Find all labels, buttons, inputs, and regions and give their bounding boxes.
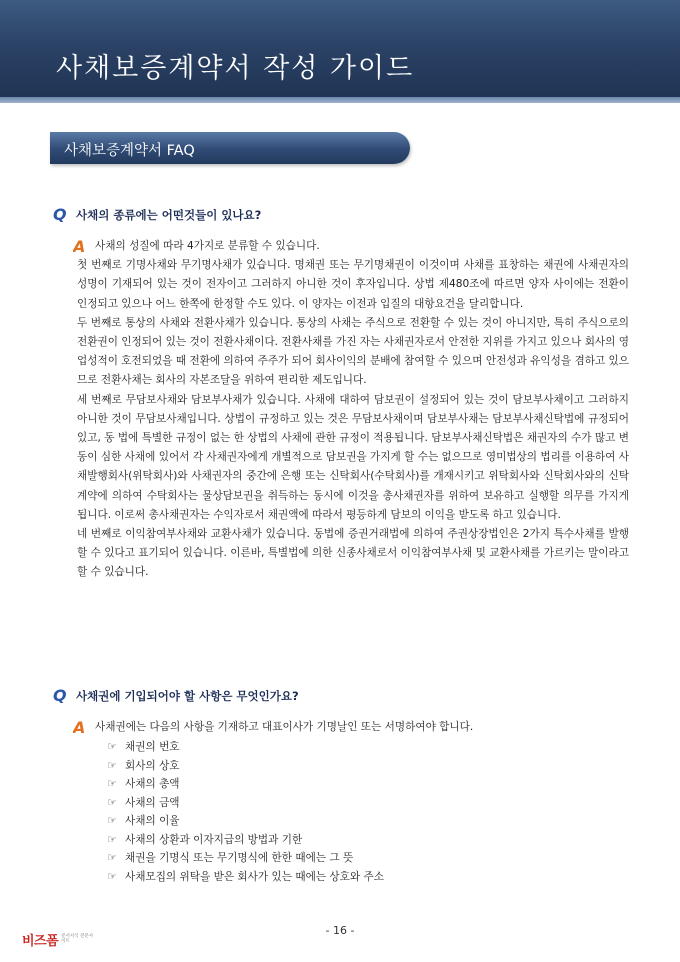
pointing-hand-icon: ☞ xyxy=(107,869,117,883)
pointing-hand-icon: ☞ xyxy=(107,814,117,827)
logo-wordmark: 비즈폼 xyxy=(22,933,59,949)
required-items-list xyxy=(107,738,384,886)
pointing-hand-icon: ☞ xyxy=(107,851,117,864)
answer-1-paragraph: 두 번째로 통상의 사채와 전환사채가 있습니다. 통상의 사채는 주식으로 전환할 수 있는 것이 아니지만, 특히 주식으로의 전환권이 인정되어 있는 것이 전환사채이다. 전환사채를 가진 자는 사채권자로서 안전한 지위를 가지고 있으나 회사의 영업성적이 호전되었을 때 전환에 의하여 주주가 되어 회사이익의 분배에 참여할 수 있으며 안전성과 유익성을 겸하고 있으므로 전환사채는 회사의 자본조달을 위하여 편리한 제도입니다. xyxy=(77,316,629,387)
pointing-hand-icon: ☞ xyxy=(107,832,117,846)
answer-2 xyxy=(77,718,629,737)
list-item: ☞ 사채모집의 위탁을 받은 회사가 있는 때에는 상호와 주소 xyxy=(107,868,384,887)
list-item: ☞ 사채의 총액 xyxy=(107,775,384,794)
pointing-hand-icon: ☞ xyxy=(107,795,117,809)
list-item: ☞ 회사의 상호 xyxy=(107,757,384,776)
list-item: ☞ 사채의 상환과 이자지급의 방법과 기한 xyxy=(107,831,384,850)
answer-1-paragraph: 세 번째로 무담보사채와 담보부사채가 있습니다. 사채에 대하여 담보권이 설정되어 있는 것이 담보부사채이고 그러하지 아니한 것이 무담보사채입니다. 상법이 규정하고 있는 것은 무담보사채이며 담보부사채는 담보부사채신탁법에 규정되어 있고, 동 법에 특별한 규정이 없는 한 상법의 사채에 관한 규정이 적용됩니다. 담보부사채신탁법은 채권자의 수가 많고 변동이 심한 사채에 있어서 각 사채권자에게 개별적으로 담보권을 가지게 할 수는 없으므로 영미법상의 법리를 이용하여 사채발행회사(위탁회사)와 사채권자의 중간에 은행 또는 신탁회사(수탁회사)를 개재시키고 위탁회사와 신탁회사와의 신탁계약에 의하여 수탁회사는 물상담보권을 취득하는 동시에 이것을 총사채권자를 위하여 보유하고 실행할 의무를 가지게 됩니다. 이로써 총사채권자는 수익자로서 채권액에 따라서 평등하게 담보의 이익을 받도록 하고 있습니다. xyxy=(77,393,629,521)
list-item: ☞ 사채의 금액 xyxy=(107,794,384,813)
list-item: ☞ 채권의 번호 xyxy=(107,738,384,757)
section-banner xyxy=(50,132,410,164)
answer-1-paragraph: 네 번째로 이익참여부사채와 교환사채가 있습니다. 동법에 증권거래법에 의하여 주권상장법인은 2가지 특수사채를 발행할 수 있다고 표기되어 있습니다. 이른바, 특별법에 의한 신종사채로서 이익참여부사채 및 교환사채를 가르키는 말이라고 할 수 있습니다. xyxy=(77,528,629,579)
logo-tagline: 문서서식 전문사이트 xyxy=(61,934,94,944)
pointing-hand-icon: ☞ xyxy=(107,758,117,772)
answer-1-lead: 사채의 성질에 따라 4가지로 분류할 수 있습니다. xyxy=(95,240,320,252)
question-1: 사채의 종류에는 어떤것들이 있나요? xyxy=(76,208,262,222)
svg-text:Q: Q xyxy=(53,205,67,223)
header-stripe xyxy=(0,97,680,103)
list-item: ☞ 사채의 이율 xyxy=(107,812,384,831)
section-title: 사채보증계약서 FAQ xyxy=(64,143,195,159)
answer-1-paragraph: 첫 번째로 기명사채와 무기명사채가 있습니다. 명채권 또는 무기명채권이 이것이며 사채를 표창하는 채권에 사채권자의 성명이 기재되어 있는 것이 전자이고 그러하지 아니한 것이 후자입니다. 상법 제480조에 따르면 양자 사이에는 전환이 인정되고 있으나 어느 한쪽에 한정할 수도 있다. 이 양자는 이전과 입질의 대항요건을 달리합니다. xyxy=(77,259,629,310)
page-header xyxy=(0,0,680,103)
svg-text:A: A xyxy=(73,718,86,736)
answer-1 xyxy=(77,237,629,583)
pointing-hand-icon: ☞ xyxy=(107,777,117,790)
svg-text:A: A xyxy=(73,237,86,255)
question-2: 사채권에 기입되어야 할 사항은 무엇인가요? xyxy=(76,689,299,703)
pointing-hand-icon: ☞ xyxy=(107,740,117,753)
list-item: ☞ 채권을 기명식 또는 무기명식에 한한 때에는 그 뜻 xyxy=(107,849,384,868)
svg-text:Q: Q xyxy=(53,686,67,704)
question-q-icon xyxy=(52,686,70,704)
document-title: 사채보증계약서 작성 가이드 xyxy=(56,53,415,84)
answer-2-lead: 사채권에는 다음의 사항을 기재하고 대표이사가 기명날인 또는 서명하여야 합니다. xyxy=(95,721,474,733)
question-q-icon xyxy=(52,205,70,223)
page-number: - 16 - xyxy=(325,924,355,937)
